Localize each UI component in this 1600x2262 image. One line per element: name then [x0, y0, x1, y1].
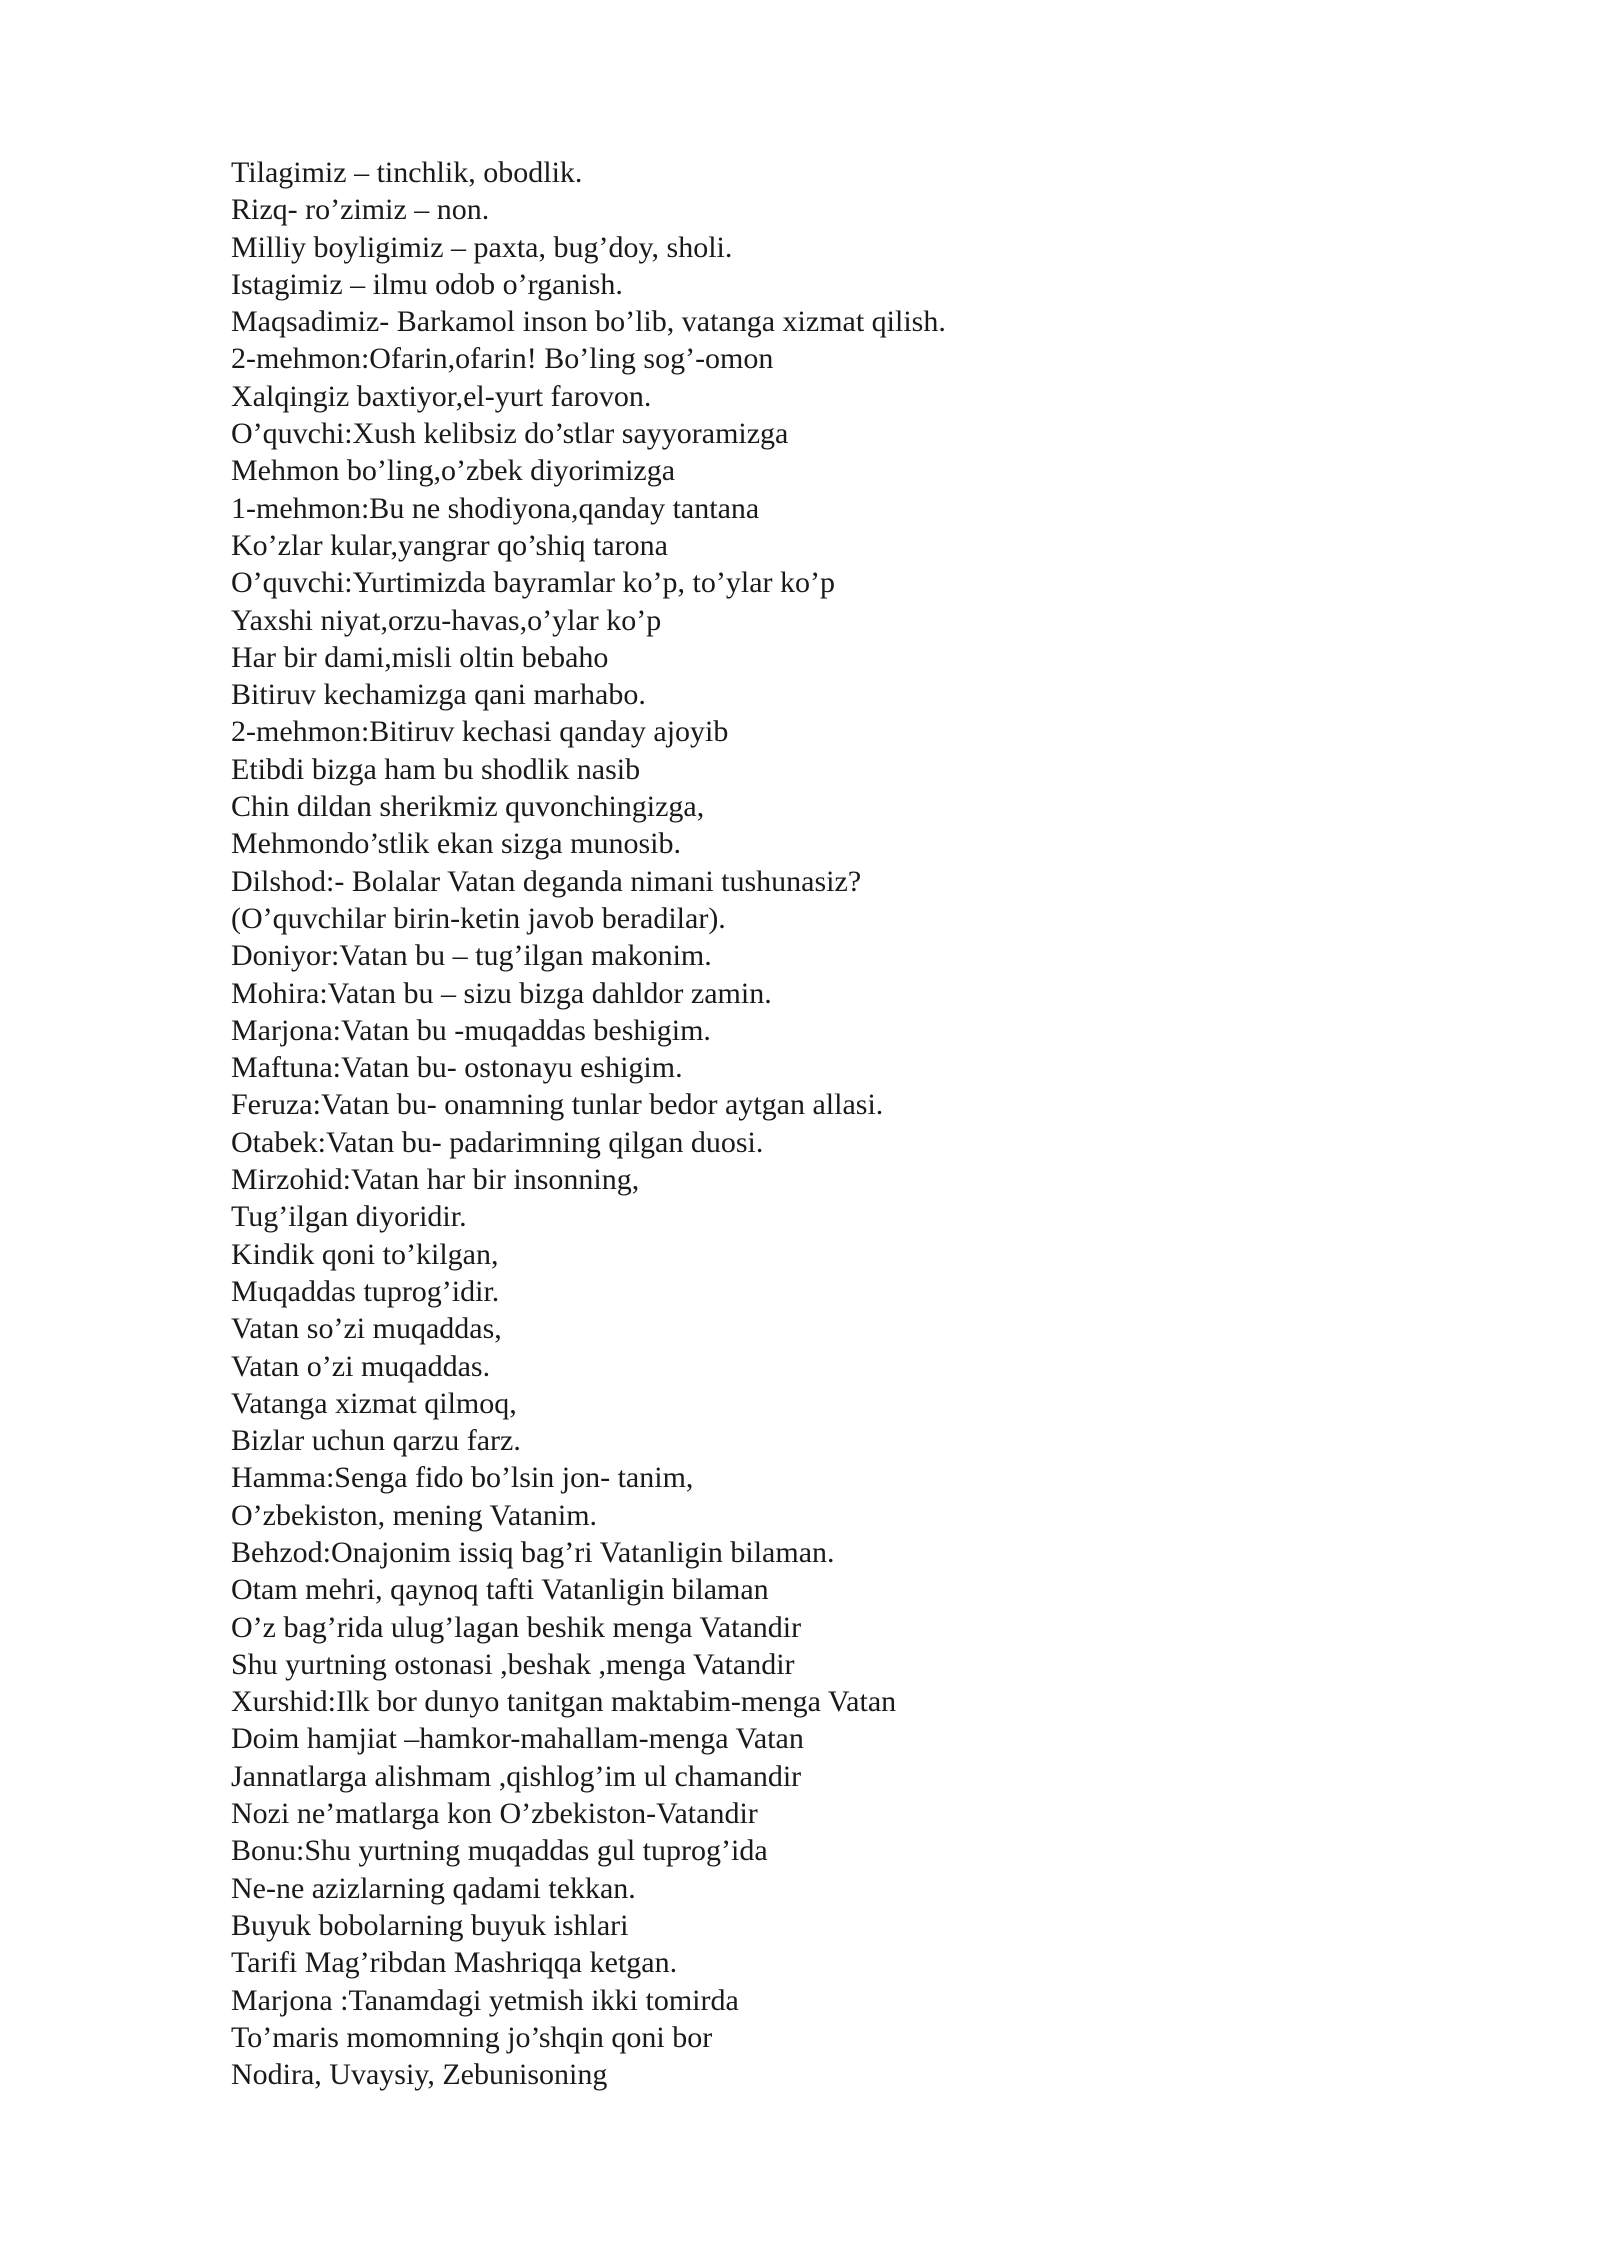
- text-line: Otabek:Vatan bu- padarimning qilgan duosi.: [231, 1125, 764, 1159]
- text-line: Mehmon bo’ling,o’zbek diyorimizga: [231, 454, 676, 488]
- text-line: Kindik qoni to’kilgan,: [231, 1237, 499, 1271]
- text-line: Nodira, Uvaysiy, Zebunisoning: [231, 2058, 608, 2092]
- text-line: O’zbekiston, mening Vatanim.: [231, 1498, 598, 1532]
- text-line: Feruza:Vatan bu- onamning tunlar bedor aytgan allasi.: [231, 1088, 884, 1122]
- text-line: 1-mehmon:Bu ne shodiyona,qanday tantana: [231, 491, 760, 525]
- text-line: Vatan o’zi muqaddas.: [231, 1349, 491, 1383]
- text-line: Mirzohid:Vatan har bir insonning,: [231, 1163, 640, 1197]
- document-text: [231, 154, 1431, 2093]
- text-line: Tarifi Mag’ribdan Mashriqqa ketgan.: [231, 1946, 678, 1980]
- text-line: (O’quvchilar birin-ketin javob beradilar).: [231, 901, 726, 935]
- text-line: Otam mehri, qaynoq tafti Vatanligin bilaman: [231, 1573, 769, 1607]
- text-line: Maqsadimiz- Barkamol inson bo’lib, vatanga xizmat qilish.: [231, 305, 946, 339]
- text-line: Tug’ilgan diyoridir.: [231, 1200, 467, 1234]
- text-line: Shu yurtning ostonasi ,beshak ,menga Vatandir: [231, 1647, 795, 1681]
- text-line: Rizq- ro’zimiz – non.: [231, 193, 490, 227]
- text-line: Xalqingiz baxtiyor,el-yurt farovon.: [231, 379, 652, 413]
- text-line: Bitiruv kechamizga qani marhabo.: [231, 678, 646, 712]
- text-line: Istagimiz – ilmu odob o’rganish.: [231, 267, 623, 301]
- text-line: Bonu:Shu yurtning muqaddas gul tuprog’ida: [231, 1834, 768, 1868]
- text-line: To’maris momomning jo’shqin qoni bor: [231, 2020, 713, 2054]
- text-line: Chin dildan sherikmiz quvonchingizga,: [231, 790, 705, 824]
- text-line: Har bir dami,misli oltin bebaho: [231, 640, 609, 674]
- text-line: Vatanga xizmat qilmoq,: [231, 1386, 517, 1420]
- text-line: Ko’zlar kular,yangrar qo’shiq tarona: [231, 528, 668, 562]
- text-line: Doim hamjiat –hamkor-mahallam-menga Vatan: [231, 1722, 804, 1756]
- text-line: Tilagimiz – tinchlik, obodlik.: [231, 156, 583, 189]
- text-line: Etibdi bizga ham bu shodlik nasib: [231, 752, 641, 786]
- text-line: Xurshid:Ilk bor dunyo tanitgan maktabim-menga Vatan: [231, 1685, 897, 1719]
- text-line: Marjona :Tanamdagi yetmish ikki tomirda: [231, 1983, 739, 2017]
- text-line: Buyuk bobolarning buyuk ishlari: [231, 1908, 629, 1942]
- text-line: Bizlar uchun qarzu farz.: [231, 1424, 521, 1458]
- text-line: O’quvchi:Xush kelibsiz do’stlar sayyoramizga: [231, 417, 789, 451]
- text-line: Nozi ne’matlarga kon O’zbekiston-Vatandir: [231, 1797, 758, 1831]
- text-line: Behzod:Onajonim issiq bag’ri Vatanligin bilaman.: [231, 1535, 835, 1569]
- text-line: Vatan so’zi muqaddas,: [231, 1312, 502, 1346]
- text-line: Marjona:Vatan bu -muqaddas beshigim.: [231, 1013, 711, 1047]
- text-line: Maftuna:Vatan bu- ostonayu eshigim.: [231, 1051, 683, 1085]
- text-line: Ne-ne azizlarning qadami tekkan.: [231, 1871, 636, 1905]
- text-line: Mehmondo’stlik ekan sizga munosib.: [231, 827, 681, 861]
- text-line: O’quvchi:Yurtimizda bayramlar ko’p, to’ylar ko’p: [231, 566, 835, 600]
- text-line: Dilshod:- Bolalar Vatan deganda nimani tushunasiz?: [231, 864, 862, 898]
- text-line: 2-mehmon:Bitiruv kechasi qanday ajoyib: [231, 715, 729, 749]
- text-line: 2-mehmon:Ofarin,ofarin! Bo’ling sog’-omon: [231, 342, 774, 376]
- text-line: Milliy boyligimiz – paxta, bug’doy, sholi.: [231, 230, 733, 264]
- text-line: Jannatlarga alishmam ,qishlog’im ul chamandir: [231, 1759, 802, 1793]
- text-line: Mohira:Vatan bu – sizu bizga dahldor zamin.: [231, 976, 772, 1010]
- text-line: O’z bag’rida ulug’lagan beshik menga Vatandir: [231, 1610, 802, 1644]
- text-line: Hamma:Senga fido bo’lsin jon- tanim,: [231, 1461, 694, 1495]
- text-line: Muqaddas tuprog’idir.: [231, 1274, 500, 1308]
- text-line: Doniyor:Vatan bu – tug’ilgan makonim.: [231, 939, 712, 973]
- text-line: Yaxshi niyat,orzu-havas,o’ylar ko’p: [231, 603, 662, 637]
